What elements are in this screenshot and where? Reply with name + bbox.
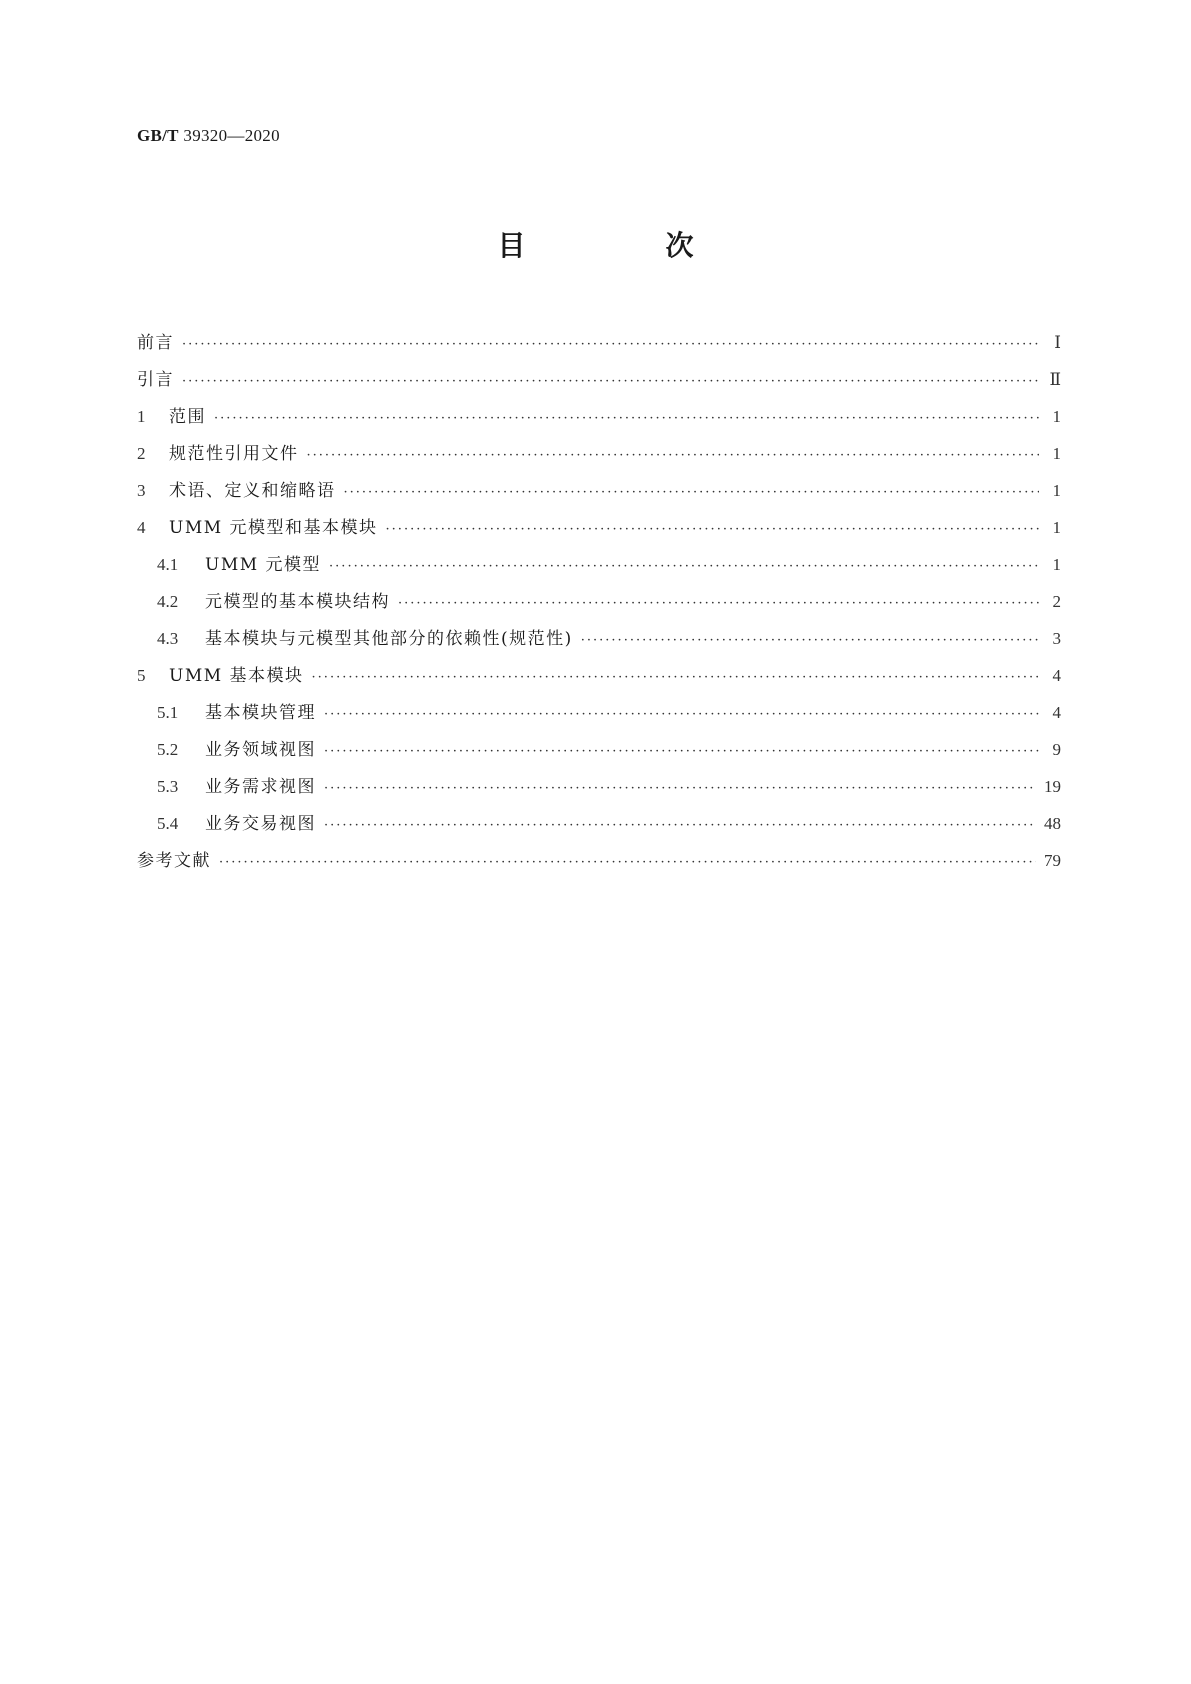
toc-entry-number: 4.1 bbox=[157, 555, 179, 574]
toc-entry-title: UMM 元模型 bbox=[205, 555, 322, 575]
toc-entry-page: Ⅰ bbox=[1054, 333, 1061, 352]
toc-entry-page: 4 bbox=[1052, 703, 1061, 722]
toc-entry-title: 引言 bbox=[137, 370, 174, 390]
toc-entry[interactable] bbox=[137, 735, 1061, 772]
toc-entry[interactable] bbox=[137, 698, 1061, 735]
toc-entry[interactable] bbox=[137, 476, 1061, 513]
toc-entry-number: 4.3 bbox=[157, 629, 179, 648]
toc-entry-number: 4.2 bbox=[157, 592, 179, 611]
toc-entry-page: 79 bbox=[1044, 851, 1061, 870]
toc-leader-dots bbox=[329, 559, 1039, 574]
toc-entry-page: 1 bbox=[1052, 444, 1061, 463]
toc-entry[interactable] bbox=[137, 513, 1061, 550]
toc-entry[interactable] bbox=[137, 550, 1061, 587]
toc-entry-number: 2 bbox=[137, 444, 146, 463]
toc-entry[interactable] bbox=[137, 587, 1061, 624]
toc-entry-page: 48 bbox=[1044, 814, 1061, 833]
toc-entry-title: 范围 bbox=[169, 407, 206, 427]
toc-entry-number: 3 bbox=[137, 481, 146, 500]
toc-entry[interactable] bbox=[137, 328, 1061, 365]
toc-entry-page: 1 bbox=[1052, 518, 1061, 537]
toc-leader-dots bbox=[182, 337, 1039, 352]
toc-entry-title: 规范性引用文件 bbox=[169, 444, 299, 464]
toc-leader-dots bbox=[344, 485, 1040, 500]
toc-entry[interactable] bbox=[137, 809, 1061, 846]
toc-entry-title: 业务领域视图 bbox=[205, 740, 316, 760]
toc-entry-page: 9 bbox=[1052, 740, 1061, 759]
toc-entry-title: 业务交易视图 bbox=[205, 814, 316, 834]
toc-entry-number: 1 bbox=[137, 407, 146, 426]
toc-entry-page: 4 bbox=[1052, 666, 1061, 685]
toc-leader-dots bbox=[581, 633, 1039, 648]
toc-entry-number: 5.3 bbox=[157, 777, 179, 796]
toc-entry-number: 5 bbox=[137, 666, 146, 685]
toc-entry-page: 1 bbox=[1052, 407, 1061, 426]
toc-entry-number: 5.4 bbox=[157, 814, 179, 833]
toc-entry-page: 19 bbox=[1044, 777, 1061, 796]
toc-entry-title: 参考文献 bbox=[137, 851, 211, 871]
toc-entry-title: 前言 bbox=[137, 333, 174, 353]
table-of-contents bbox=[137, 328, 1061, 883]
toc-entry-page: 1 bbox=[1052, 555, 1061, 574]
toc-entry-number: 5.1 bbox=[157, 703, 179, 722]
toc-entry-title: 基本模块与元模型其他部分的依赖性(规范性) bbox=[205, 629, 573, 649]
toc-entry-title: 基本模块管理 bbox=[205, 703, 316, 723]
toc-entry-title: 术语、定义和缩略语 bbox=[169, 481, 336, 501]
toc-entry-title: 业务需求视图 bbox=[205, 777, 316, 797]
toc-leader-dots bbox=[324, 744, 1039, 759]
toc-entry[interactable] bbox=[137, 846, 1061, 883]
toc-entry-page: Ⅱ bbox=[1049, 370, 1061, 389]
toc-leader-dots bbox=[324, 818, 1036, 833]
toc-leader-dots bbox=[312, 670, 1039, 685]
toc-leader-dots bbox=[324, 707, 1039, 722]
toc-entry[interactable] bbox=[137, 772, 1061, 809]
toc-entry[interactable] bbox=[137, 439, 1061, 476]
toc-leader-dots bbox=[386, 522, 1039, 537]
doc-number: 39320—2020 bbox=[183, 126, 280, 145]
toc-entry[interactable] bbox=[137, 661, 1061, 698]
toc-entry-title: UMM 元模型和基本模块 bbox=[169, 518, 378, 538]
toc-entry-number: 4 bbox=[137, 518, 146, 537]
toc-entry[interactable] bbox=[137, 624, 1061, 661]
toc-entry-title: 元模型的基本模块结构 bbox=[205, 592, 390, 612]
toc-leader-dots bbox=[307, 448, 1040, 463]
toc-leader-dots bbox=[214, 411, 1039, 426]
toc-entry-page: 2 bbox=[1052, 592, 1061, 611]
toc-entry-title: UMM 基本模块 bbox=[169, 666, 304, 686]
document-identifier bbox=[137, 126, 280, 146]
toc-entry-page: 1 bbox=[1052, 481, 1061, 500]
toc-entry[interactable] bbox=[137, 402, 1061, 439]
toc-heading: 目 次 bbox=[497, 229, 750, 262]
doc-prefix: GB/T bbox=[137, 126, 179, 145]
toc-entry-page: 3 bbox=[1052, 629, 1061, 648]
toc-leader-dots bbox=[219, 855, 1036, 870]
toc-entry[interactable] bbox=[137, 365, 1061, 402]
toc-entry-number: 5.2 bbox=[157, 740, 179, 759]
toc-leader-dots bbox=[324, 781, 1036, 796]
toc-leader-dots bbox=[398, 596, 1039, 611]
toc-leader-dots bbox=[182, 374, 1039, 389]
